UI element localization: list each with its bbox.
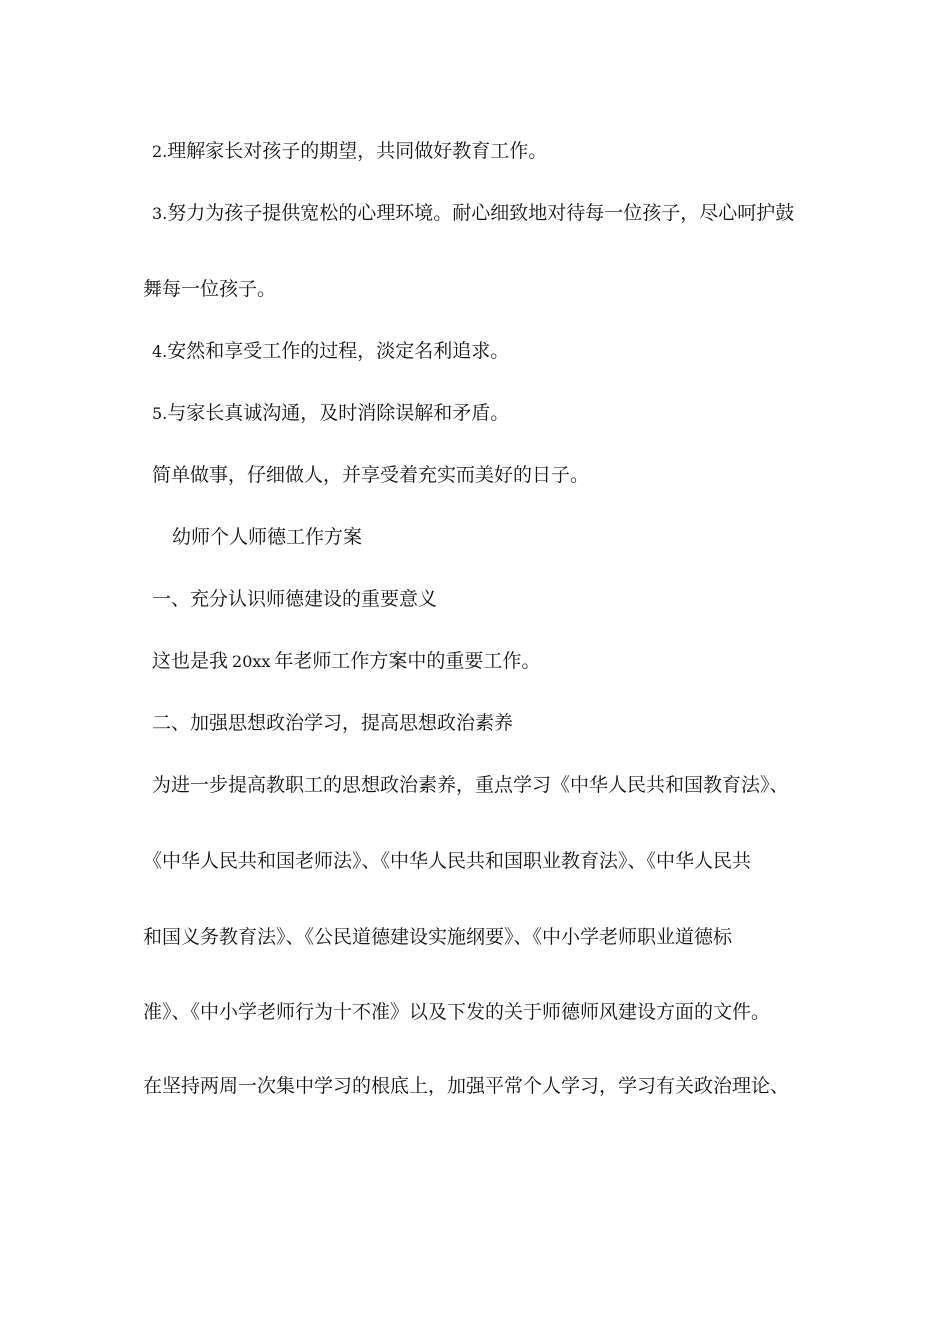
- heading-1: [152, 587, 437, 611]
- paragraph-text: 年老师工作方案中的重要工作。: [274, 650, 541, 672]
- list-number: 3.: [152, 204, 168, 223]
- section-title-text: 幼师个人师德工作方案: [172, 526, 363, 548]
- paragraph-text: 和国义务教育法》、《公民道德建设实施纲要》、《中小学老师职业道德标: [143, 926, 733, 948]
- paragraph-line: [143, 925, 732, 949]
- paragraph-line: [143, 849, 751, 873]
- paragraph-line: [143, 277, 276, 301]
- paragraph-line: [152, 463, 589, 487]
- list-number: 5.: [152, 404, 168, 423]
- list-item-text: 努力为孩子提供宽松的心理环境。耐心细致地对待每一位孩子，尽心呵护鼓: [167, 202, 795, 224]
- heading-text: 一、充分认识师德建设的重要意义: [152, 588, 438, 610]
- paragraph-line: [143, 1000, 770, 1024]
- list-item-3: [152, 201, 794, 226]
- paragraph-line: [152, 649, 540, 674]
- section-title: [172, 525, 362, 549]
- paragraph-text: 这也是我: [152, 650, 229, 672]
- paragraph-text: 为进一步提高教职工的思想政治素养，重点学习《中华人民共和国教育法》、: [152, 774, 789, 796]
- paragraph-line: [143, 1074, 789, 1098]
- list-item-4: [152, 339, 509, 364]
- list-item-text: 安然和享受工作的过程，淡定名利追求。: [167, 340, 510, 362]
- paragraph-text: 简单做事，仔细做人，并享受着充实而美好的日子。: [152, 464, 590, 486]
- heading-2: [152, 711, 513, 735]
- paragraph-line: [152, 773, 789, 797]
- list-item-5: [152, 401, 509, 426]
- paragraph-text: 准》、《中小学老师行为十不准》以及下发的关于师德师风建设方面的文件。: [143, 1001, 771, 1023]
- list-item-2: [152, 139, 547, 164]
- list-number: 4.: [152, 342, 168, 361]
- list-number: 2.: [152, 142, 168, 161]
- paragraph-text: 舞每一位孩子。: [143, 278, 277, 300]
- list-item-text: 与家长真诚沟通，及时消除误解和矛盾。: [167, 402, 510, 424]
- list-item-text: 理解家长对孩子的期望，共同做好教育工作。: [167, 140, 548, 162]
- paragraph-text: 在坚持两周一次集中学习的根底上，加强平常个人学习，学习有关政治理论、: [143, 1075, 790, 1097]
- year-text: 20xx: [232, 652, 271, 671]
- heading-text: 二、加强思想政治学习，提高思想政治素养: [152, 712, 514, 734]
- paragraph-text: 《中华人民共和国老师法》、《中华人民共和国职业教育法》、《中华人民共: [143, 850, 752, 872]
